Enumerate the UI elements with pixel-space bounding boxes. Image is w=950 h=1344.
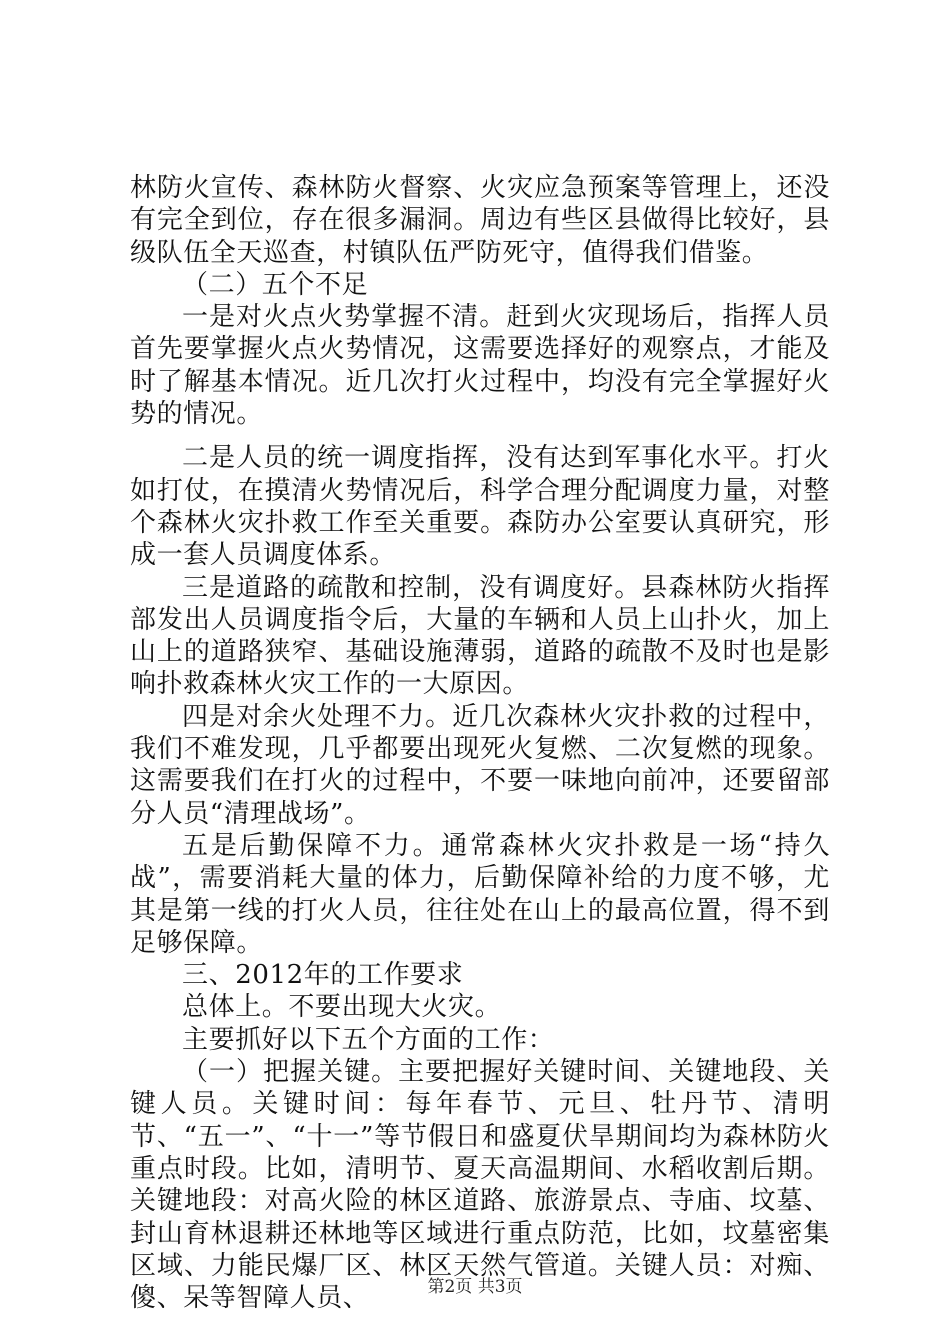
paragraph-overall: 总体上。不要出现大火灾。 (182, 992, 502, 1023)
paragraph-main-tasks: 主要抓好以下五个方面的工作： (182, 1024, 555, 1055)
paragraph-shortcoming-2: 二是人员的统一调度指挥，没有达到军事化水平。打火如打仗，在摸清火势情况后，科学合理分配调度力量，对整个森林火灾扑救工作至关重要。森防办公室要认真研究，形成一套人员调度体系。 (130, 443, 830, 571)
paragraph-task-1: （一）把握关键。主要把握好关键时间、关键地段、关键人员。关键时间：每年春节、元旦、牡丹节、清明节、“五一”、“十一”等节假日和盛夏伏旱期间均为森林防火重点时段。比如，清明节、夏天高温期间、水稻收割后期。关键地段：对高火险的林区道路、旅游景点、寺庙、坟墓、封山育林退耕还林地等区域进行重点防范，比如，坟墓密集区域、力能民爆厂区、林区天然气管道。关键人员：对痴、傻、呆等智障人员、 (130, 1057, 830, 1314)
paragraph-shortcoming-4: 四是对余火处理不力。近几次森林火灾扑救的过程中，我们不难发现，几乎都要出现死火复燃、二次复燃的现象。这需要我们在打火的过程中，不要一味地向前冲，还要留部分人员“清理战场”。 (130, 701, 830, 829)
section-heading-2012-requirements: 三、2012年的工作要求 (182, 960, 464, 991)
section-heading-five-shortcomings: （二）五个不足 (182, 269, 369, 300)
document-body (130, 172, 830, 1314)
paragraph-continuation: 林防火宣传、森林防火督察、火灾应急预案等管理上，还没有完全到位，存在很多漏洞。周边有些区县做得比较好，县级队伍全天巡查，村镇队伍严防死守，值得我们借鉴。 (130, 173, 830, 268)
paragraph-shortcoming-3: 三是道路的疏散和控制，没有调度好。县森林防火指挥部发出人员调度指令后，大量的车辆和人员上山扑火，加上山上的道路狭窄、基础设施薄弱，道路的疏散不及时也是影响扑救森林火灾工作的一大原因。 (130, 572, 830, 700)
paragraph-shortcoming-1: 一是对火点火势掌握不清。赶到火灾现场后，指挥人员首先要掌握火点火势情况，这需要选择好的观察点，才能及时了解基本情况。近几次打火过程中，均没有完全掌握好火势的情况。 (130, 302, 830, 430)
paragraph-shortcoming-5: 五是后勤保障不力。通常森林火灾扑救是一场“持久战”，需要消耗大量的体力，后勤保障补给的力度不够，尤其是第一线的打火人员，往往处在山上的最高位置，得不到足够保障。 (130, 830, 830, 958)
page-number-footer: 第2页 共3页 (427, 1277, 523, 1297)
